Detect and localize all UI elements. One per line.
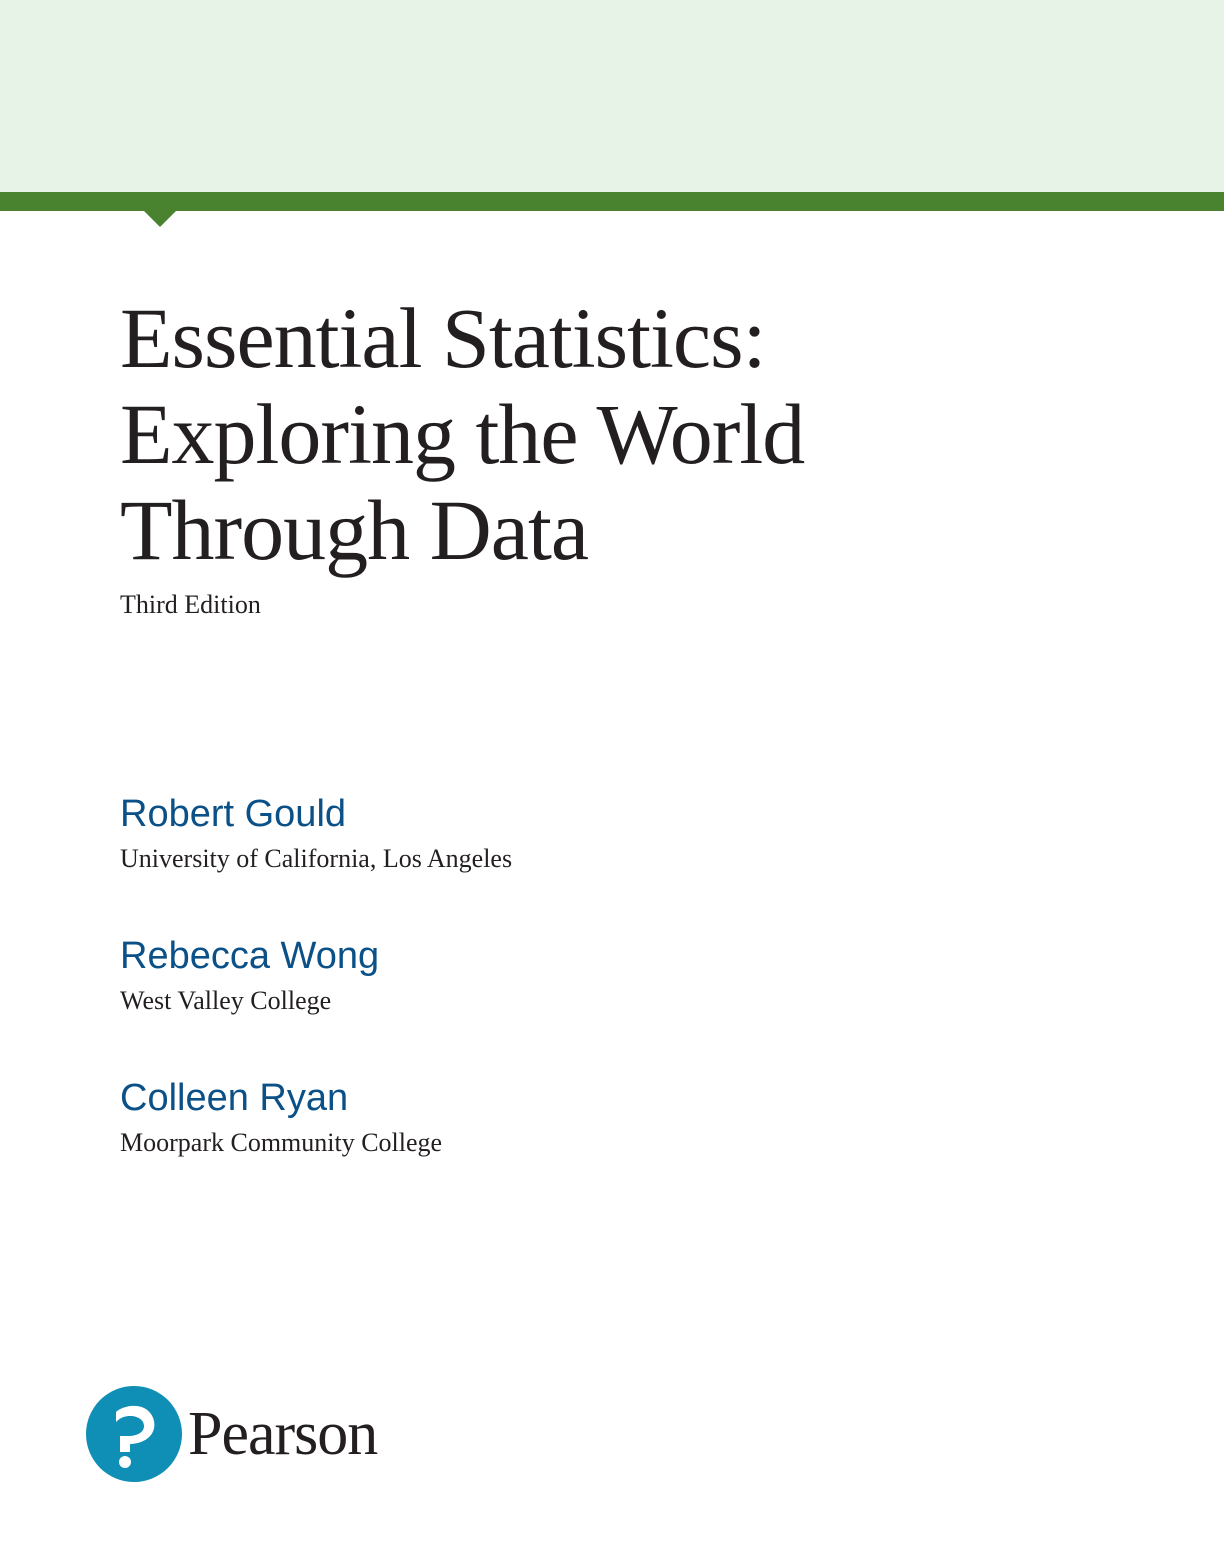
author-block [120, 792, 512, 876]
title-line-2: Exploring the World [120, 386, 805, 482]
header-band [0, 0, 1224, 192]
author-name: Rebecca Wong [120, 935, 380, 977]
publisher-logo [86, 1386, 377, 1482]
author-name: Robert Gould [120, 793, 347, 835]
publisher-name: Pearson [188, 1400, 378, 1468]
title-line-3: Through Data [120, 482, 589, 578]
pearson-p-logo-icon [86, 1386, 182, 1482]
author-affiliation: West Valley College [120, 986, 332, 1015]
author-name: Colleen Ryan [120, 1077, 349, 1119]
author-affiliation: Moorpark Community College [120, 1128, 443, 1157]
book-title [120, 290, 1020, 578]
edition-label: Third Edition [120, 590, 261, 619]
title-line-1: Essential Statistics: [120, 290, 766, 386]
author-block [120, 1076, 442, 1160]
header-notch [143, 210, 177, 227]
author-block [120, 934, 379, 1018]
author-affiliation: University of California, Los Angeles [120, 844, 513, 873]
header-rule [0, 192, 1224, 211]
